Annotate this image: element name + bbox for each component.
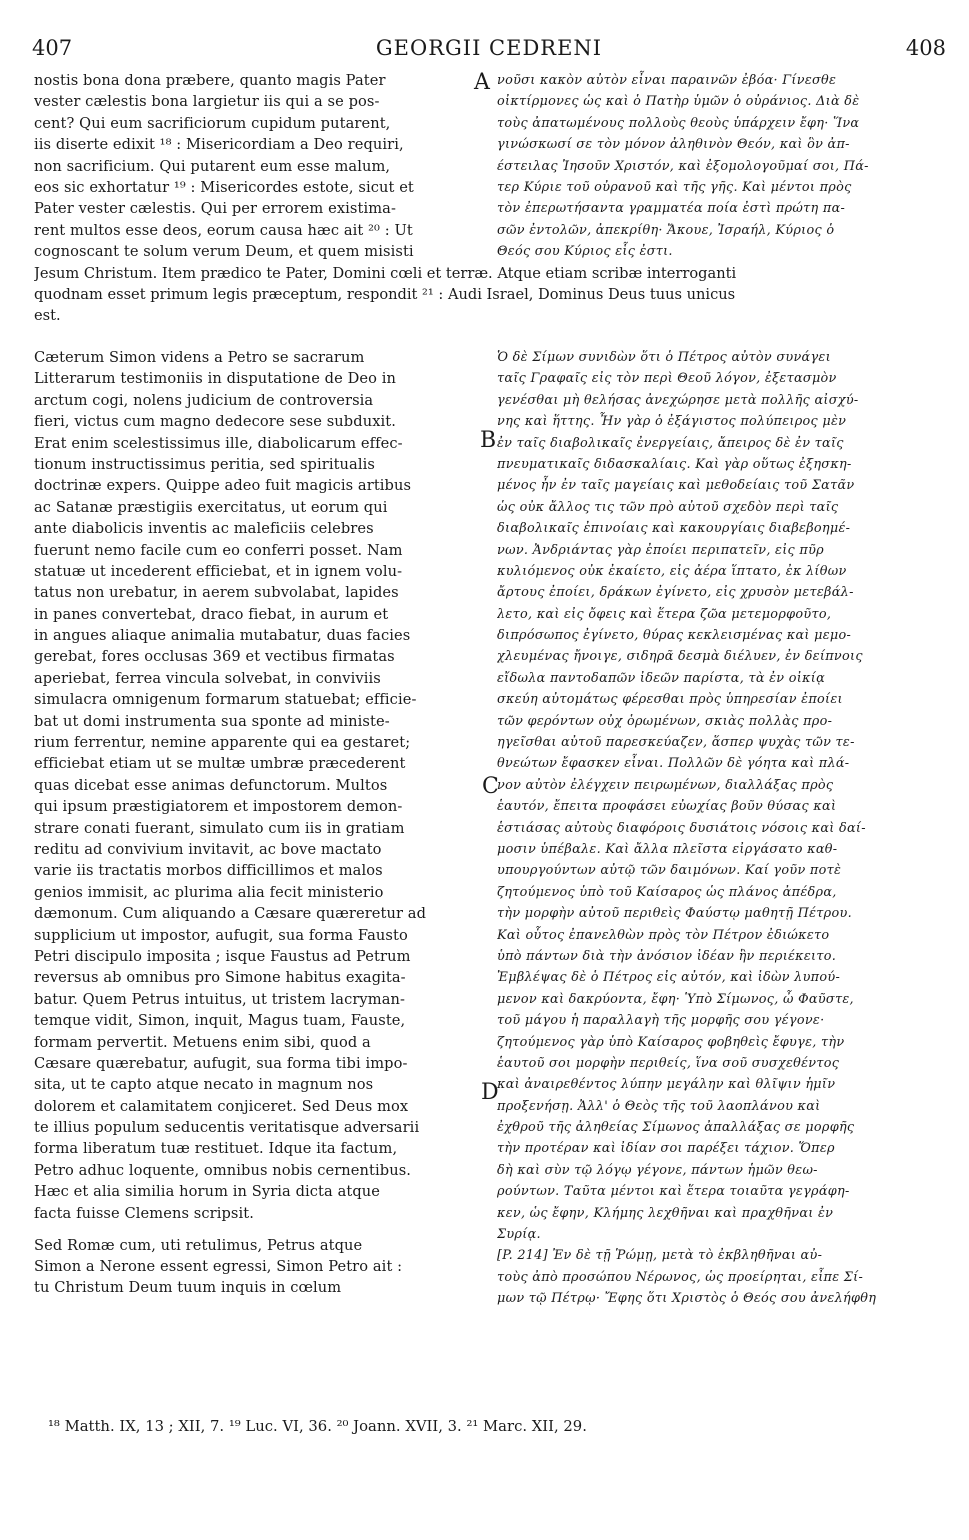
latin-text-line: te illius populum seducentis veritatisque adversarii bbox=[34, 1119, 420, 1137]
greek-text-line: θνεώτων ἔφασκεν εἶναι. Πολλῶν δὲ γόητα καὶ πλά- bbox=[497, 756, 850, 772]
latin-text-line: dæmonum. Cum aliquando a Cæsare quæreretur ad bbox=[34, 905, 427, 923]
greek-text-line: Ἐμβλέψας δὲ ὁ Πέτρος εἰς αὐτόν, καὶ ἰδὼν λυπού- bbox=[497, 970, 841, 986]
latin-text-line: ante diabolicis inventis ac maleficiis celebres bbox=[34, 520, 374, 538]
greek-text-line: ταῖς Γραφαῖς εἰς τὸν περὶ Θεοῦ λόγον, ἐξετασμὸν bbox=[497, 371, 837, 387]
margin-marker-a: A bbox=[474, 70, 490, 95]
greek-text-line: δὴ καὶ σὺν τῷ λόγῳ γέγονε, πάντων ἡμῶν θεω- bbox=[497, 1162, 818, 1178]
greek-column-top bbox=[497, 70, 943, 263]
latin-text-line: cent? Qui eum sacrificiorum cupidum putarent, bbox=[34, 114, 391, 132]
latin-text-line: facta fuisse Clemens scripsit. bbox=[34, 1204, 254, 1222]
latin-text-line: strare conati fuerant, simulato cum iis in gratiam bbox=[34, 819, 405, 837]
latin-text-line: in panes convertebat, draco fiebat, in aurum et bbox=[34, 605, 389, 623]
greek-column-bottom bbox=[497, 347, 943, 1310]
greek-text-line: Ὁ δὲ Σίμων συνιδὼν ὅτι ὁ Πέτρος αὐτὸν συνάγει bbox=[497, 350, 831, 365]
margin-marker-c: C bbox=[482, 774, 499, 799]
greek-text-line: τὸν ἐπερωτήσαντα γραμματέα ποία ἐστὶ πρώτη πα- bbox=[497, 201, 846, 217]
latin-text-line: temque vidit, Simon, inquit, Magus tuam, Fauste, bbox=[34, 1012, 406, 1030]
greek-text-line: τοῦ μάγου ἡ παραλλαγὴ τῆς μορφῆς σου γέγονε· bbox=[497, 1013, 825, 1029]
greek-text-line: Καὶ οὗτος ἐπανελθὼν πρὸς τὸν Πέτρον ἐδιώκετο bbox=[497, 927, 830, 943]
greek-text-line: διπρόσωπος ἐγίνετο, θύρας κεκλεισμένας καὶ μεμο- bbox=[497, 628, 852, 644]
margin-marker-d: D bbox=[481, 1080, 499, 1105]
greek-text-line: μενον καὶ δακρύοντα, ἔφη· Ὑπὸ Σίμωνος, ὦ Φαῦστε, bbox=[497, 991, 854, 1007]
latin-text-line: aperiebat, ferrea vincula solvebat, in conviviis bbox=[34, 669, 381, 687]
latin-text-line: Simon a Nerone essent egressi, Simon Petro ait : bbox=[34, 1258, 403, 1276]
greek-text-line: ὑπὸ πάντων διὰ τὴν ἀνόσιον ἰδέαν ἣν περιέκειτο. bbox=[497, 948, 837, 964]
greek-text-line: νης καὶ ἥττης. Ἦν γὰρ ὁ ἐξάγιστος πολύπειρος μὲν bbox=[497, 414, 847, 430]
greek-text-line: τὴν προτέραν καὶ ἰδίαν σοι παρέξει τάχιον. Ὅπερ bbox=[497, 1141, 835, 1157]
latin-text-line: tatus non urebatur, in aerem subvolabat, lapides bbox=[34, 584, 399, 602]
greek-text-line: μένος ἦν ἐν ταῖς μαγείαις καὶ μεθοδείαις τοῦ Σατᾶν bbox=[497, 478, 855, 494]
greek-text-line: γινώσκωσί σε τὸν μόνον ἀληθινὸν Θεόν, καὶ ὃν ἀπ- bbox=[497, 137, 850, 153]
full-width-line: est. bbox=[34, 307, 61, 325]
greek-text-line: σκεύη αὐτομάτως φέρεσθαι πρὸς ὑπηρεσίαν ἐποίει bbox=[497, 692, 843, 708]
greek-text-line: έστειλας Ἰησοῦν Χριστόν, καὶ ἐξομολογοῦμαί σοι, Πά- bbox=[497, 158, 869, 174]
greek-text-line: λετο, καὶ εἰς ὄφεις καὶ ἕτερα ζῶα μετεμορφοῦτο, bbox=[497, 606, 832, 622]
running-title: GEORGII CEDRENI bbox=[375, 36, 603, 60]
latin-text-line: doctrinæ expers. Quippe adeo fuit magicis artibus bbox=[34, 477, 412, 495]
greek-text-line: ρούντων. Ταῦτα μέντοι καὶ ἕτερα τοιαῦτα γεγράφη- bbox=[497, 1184, 850, 1200]
greek-text-line: υπουργούντων αὐτῷ τῶν δαιμόνων. Καί γοῦν ποτὲ bbox=[497, 863, 842, 879]
greek-text-line: τῶν φερόντων οὐχ ὁρωμένων, σκιὰς πολλὰς προ- bbox=[497, 713, 833, 729]
latin-text-line: genios immisit, ac plurima alia fecit ministerio bbox=[34, 883, 384, 901]
latin-text-line: efficiebat etiam ut se multæ umbræ præcederent bbox=[34, 755, 406, 773]
greek-text-line: μοσιν ὑπέβαλε. Καὶ ἄλλα πλεῖστα εἰργάσατο καθ- bbox=[497, 841, 838, 857]
greek-text-line: χλευμένας ἤνοιγε, σιδηρᾶ δεσμὰ διέλυεν, ἐν δείπνοις bbox=[497, 649, 863, 665]
greek-text-line: κυλιόμενος οὐκ ἐκαίετο, εἰς ἀέρα ἵπτατο, ἐκ λίθων bbox=[497, 563, 847, 579]
greek-text-line: τερ Κύριε τοῦ οὐρανοῦ καὶ τῆς γῆς. Καὶ μέντοι πρὸς bbox=[497, 179, 852, 195]
greek-text-line: τὴν μορφὴν αὐτοῦ περιθεὶς Φαύστῳ μαθητῇ Πέτρου. bbox=[497, 906, 852, 922]
footnotes: ¹⁸ Matth. IX, 13 ; XII, 7. ¹⁹ Luc. VI, 36. ²⁰ Joann. XVII, 3. ²¹ Marc. XII, 29. bbox=[48, 1418, 587, 1435]
latin-text-line: fieri, victus cum magno dedecore sese subduxit. bbox=[34, 413, 396, 431]
latin-text-line: batur. Quem Petrus intuitus, ut tristem lacryman- bbox=[34, 990, 406, 1008]
page-header bbox=[32, 36, 946, 64]
greek-text-line: καὶ ἀναιρεθέντος λύπην μεγάλην καὶ θλῖψιν ἡμῖν bbox=[497, 1077, 836, 1093]
greek-text-line: τοὺς ἀπατωμένους πολλοὺς θεοὺς ὑπάρχειν ἔφη· Ἵνα bbox=[497, 115, 860, 131]
latin-text-line: fuerunt nemo facile cum eo conferri posset. Nam bbox=[34, 541, 403, 559]
latin-text-line: forma liberatum tuæ restituet. Idque ita factum, bbox=[34, 1140, 398, 1158]
greek-text-line: [P. 214] Ἐν δὲ τῇ Ῥώμῃ, μετὰ τὸ ἐκβληθῆναι αὐ- bbox=[497, 1248, 823, 1264]
margin-marker-b: B bbox=[480, 428, 497, 453]
page-number-right: 408 bbox=[905, 36, 946, 60]
latin-text-line: rium ferrentur, nemine apparente qui ea gestaret; bbox=[34, 734, 411, 752]
greek-text-line: νοῦσι κακὸν αὐτὸν εἶναι παραινῶν ἐβόα· Γίνεσθε bbox=[497, 73, 837, 88]
greek-text-line: κεν, ὡς ἔφην, Κλήμης λεχθῆναι καὶ πραχθῆναι ἐν bbox=[497, 1205, 834, 1221]
latin-text-line: Erat enim scelestissimus ille, diabolicarum effec- bbox=[34, 434, 403, 452]
greek-text-line: διαβολικαῖς ἐπινοίαις καὶ κακουργίαις διαβεβοημέ- bbox=[497, 521, 851, 537]
greek-text-line: γενέσθαι μὴ θελήσας ἀνεχώρησε μετὰ πολλῆς αἰσχύ- bbox=[497, 392, 859, 408]
latin-text-line: bat ut domi instrumenta sua sponte ad ministe- bbox=[34, 712, 390, 730]
latin-text-line: varie iis tractatis morbos difficillimos et malos bbox=[34, 862, 383, 880]
greek-text-line: πνευματικαῖς διδασκαλίαις. Καὶ γὰρ οὕτως ἐξησκη- bbox=[497, 456, 852, 472]
greek-text-line: ἑαυτοῦ σοι μορφὴν περιθείς, ἵνα σοῦ συσχεθέντος bbox=[497, 1055, 840, 1071]
latin-text-line: nostis bona dona præbere, quanto magis Pater bbox=[34, 72, 386, 89]
latin-text-line: rent multos esse deos, eorum causa hæc ait ²⁰ : Ut bbox=[34, 221, 413, 239]
latin-text-line: reversus ab omnibus pro Simone habitus exagita- bbox=[34, 969, 406, 987]
latin-text-line: Cæterum Simon videns a Petro se sacrarum bbox=[34, 349, 365, 366]
greek-text-line: ηγεῖσθαι αὐτοῦ παρεσκεύαζεν, ἅσπερ ψυχὰς τῶν τε- bbox=[497, 735, 855, 751]
greek-text-line: σῶν ἐντολῶν, ἀπεκρίθη· Ἄκουε, Ἰσραήλ, Κύριος ὁ bbox=[497, 222, 835, 238]
latin-text-line: statuæ ut incederent efficiebat, et in ignem volu- bbox=[34, 562, 403, 580]
latin-text-line: Litterarum testimoniis in disputatione de Deo in bbox=[34, 370, 397, 388]
latin-text-line: ac Satanæ præstigiis exercitatus, ut eorum qui bbox=[34, 498, 388, 516]
greek-text-line: Θεός σου Κύριος εἷς ἐστι. bbox=[497, 244, 673, 260]
greek-text-line: ζητούμενος γὰρ ὑπὸ Καίσαρος φοβηθεὶς ἔφυγε, τὴν bbox=[497, 1034, 845, 1050]
greek-text-line: Συρίᾳ. bbox=[497, 1227, 541, 1243]
greek-text-line: ζητούμενος ὑπὸ τοῦ Καίσαρος ὡς πλάνος ἀπέδρα, bbox=[497, 884, 837, 900]
latin-text-line: Cæsare quærebatur, aufugit, sua forma tibi impo- bbox=[34, 1054, 408, 1072]
latin-text-line: vester cælestis bona largietur iis qui a se pos- bbox=[34, 93, 380, 111]
greek-text-line: ἐχθροῦ τῆς ἀληθείας Σίμωνος ἀπαλλάξας σε μορφῆς bbox=[497, 1120, 855, 1136]
latin-column-bottom bbox=[34, 347, 486, 1299]
latin-column-top bbox=[34, 70, 486, 263]
latin-text-line: iis diserte edixit ¹⁸ : Misericordiam a Deo requiri, bbox=[34, 136, 404, 154]
greek-text-line: τοὺς ἀπὸ προσώπου Νέρωνος, ὡς προείρηται, εἶπε Σί- bbox=[497, 1269, 864, 1285]
greek-text-line: ἑαυτόν, ἔπειτα προφάσει εὐωχίας βοῦν θύσας καὶ bbox=[497, 799, 837, 815]
greek-text-line: ἑστιάσας αὐτοὺς διαφόροις δυσιάτοις νόσοις καὶ δαί- bbox=[497, 820, 866, 836]
latin-text-line: Petro adhuc loquente, omnibus nobis cernentibus. bbox=[34, 1161, 412, 1179]
page-number-left: 407 bbox=[32, 36, 73, 60]
full-width-line: quodnam esset primum legis præceptum, respondit ²¹ : Audi Israel, Dominus Deus tuus unicus bbox=[34, 285, 736, 303]
latin-text-line: simulacra omnigenum formarum statuebat; efficie- bbox=[34, 691, 417, 709]
latin-text-line: Hæc et alia similia horum in Syria dicta atque bbox=[34, 1183, 381, 1201]
latin-text-line: dolorem et calamitatem conjiceret. Sed Deus mox bbox=[34, 1097, 409, 1115]
latin-text-line: tu Christum Deum tuum inquis in cœlum bbox=[34, 1279, 342, 1297]
greek-text-line: προξενήσῃ. Ἀλλ' ὁ Θεὸς τῆς τοῦ λαοπλάνου καὶ bbox=[497, 1098, 821, 1114]
latin-text-line: sita, ut te capto atque necato in magnum nos bbox=[34, 1076, 374, 1094]
latin-text-line: Pater vester cælestis. Qui per errorem existima- bbox=[34, 200, 397, 218]
full-width-text bbox=[34, 263, 944, 327]
latin-text-line: non sacrificium. Qui putarent eum esse malum, bbox=[34, 157, 391, 175]
latin-text-line: qui ipsum præstigiatorem et impostorem demon- bbox=[34, 798, 403, 816]
latin-text-line: eos sic exhortatur ¹⁹ : Misericordes estote, sicut et bbox=[34, 178, 414, 196]
greek-text-line: νον αὐτὸν ἐλέγχειν πειρωμένων, διαλλάξας πρὸς bbox=[497, 777, 834, 793]
greek-text-line: μων τῷ Πέτρῳ· Ἔφης ὅτι Χριστὸς ὁ Θεός σου ἀνελήφθη bbox=[497, 1291, 877, 1307]
latin-text-line: gerebat, fores occlusas 369 et vectibus firmatas bbox=[34, 648, 395, 666]
greek-text-line: οἰκτίρμονες ὡς καὶ ὁ Πατὴρ ὑμῶν ὁ οὐράνιος. Διὰ δὲ bbox=[497, 94, 860, 110]
greek-text-line: εἴδωλα παντοδαπῶν ἰδεῶν παρίστα, τὰ ἐν οἰκίᾳ bbox=[497, 670, 826, 686]
latin-text-line: in angues aliaque animalia mutabatur, duas facies bbox=[34, 627, 411, 645]
latin-text-line: Petri discipulo imposita ; isque Faustus ad Petrum bbox=[34, 947, 411, 965]
latin-text-line: arctum cogi, nolens judicium de controversia bbox=[34, 391, 374, 409]
greek-text-line: νων. Ἀνδριάντας γὰρ ἐποίει περιπατεῖν, εἰς πῦρ bbox=[497, 542, 824, 558]
greek-text-line: ἐν ταῖς διαβολικαῖς ἐνεργείαις, ἄπειρος δὲ ἐν ταῖς bbox=[497, 435, 844, 451]
latin-text-line: formam pervertit. Metuens enim sibi, quod a bbox=[34, 1033, 371, 1051]
latin-text-line: reditu ad convivium invitavit, ac bove mactato bbox=[34, 840, 382, 858]
greek-text-line: ἄρτους ἐποίει, δράκων ἐγίνετο, εἰς χρυσὸν μετεβάλ- bbox=[497, 585, 854, 601]
latin-text-line: cognoscant te solum verum Deum, et quem misisti bbox=[34, 243, 414, 261]
greek-text-line: ὡς οὐκ ἄλλος τις τῶν πρὸ αὐτοῦ σχεδὸν περὶ ταῖς bbox=[497, 499, 839, 515]
full-width-line: Jesum Christum. Item prædico te Pater, Domini cœli et terræ. Atque etiam scribæ interroganti bbox=[34, 264, 737, 282]
latin-text-line: Sed Romæ cum, uti retulimus, Petrus atque bbox=[34, 1236, 363, 1254]
latin-text-line: supplicium ut impostor, aufugit, sua forma Fausto bbox=[34, 926, 408, 944]
latin-text-line: quas dicebat esse animas defunctorum. Multos bbox=[34, 776, 388, 794]
latin-text-line: tionum instructissimus peritia, sed spiritualis bbox=[34, 455, 375, 473]
